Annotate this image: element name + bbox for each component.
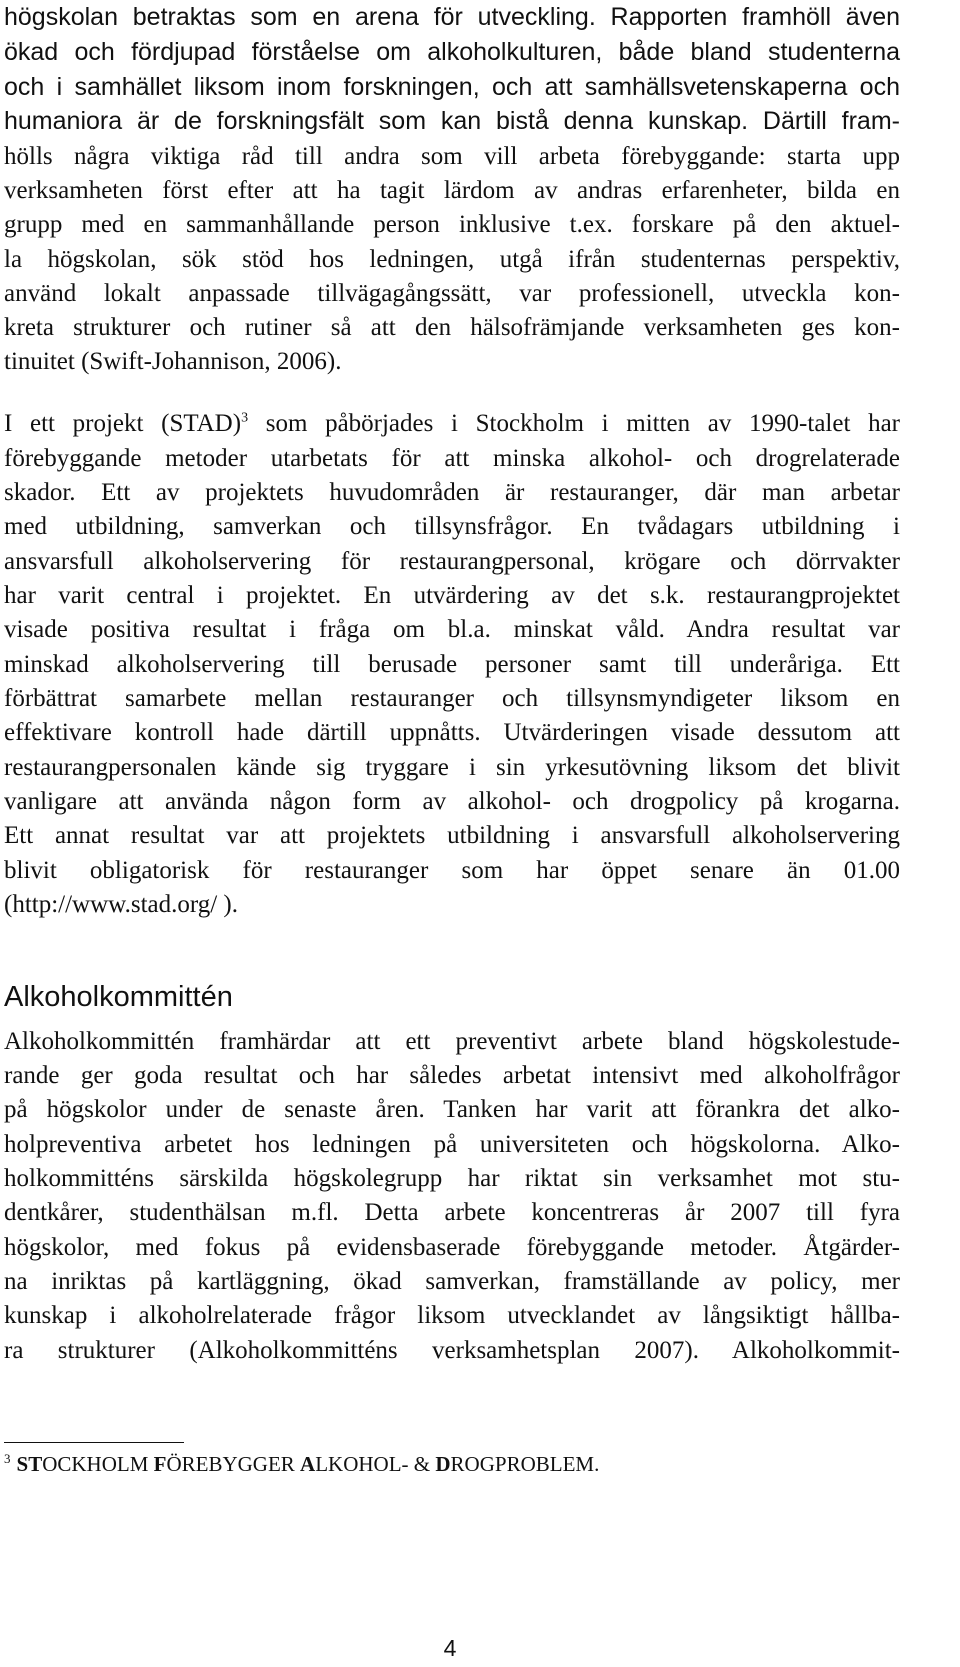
- text-line: la högskolan, sök stöd hos ledningen, utgå ifrån studenternas perspektiv,: [4, 246, 900, 273]
- section-heading: Alkoholkommittén: [4, 981, 233, 1013]
- footnote: [4, 1450, 599, 1478]
- footnote-initial: A: [300, 1452, 316, 1476]
- footnote-initial: T: [28, 1452, 43, 1476]
- footnote-initial: D: [435, 1452, 451, 1476]
- text-line: ansvarsfull alkoholservering för restaurangpersonal, krögare och dörrvakter: [4, 548, 900, 575]
- text-line: kunskap i alkoholrelaterade frågor liksom utvecklandet av långsiktigt hållba-: [4, 1302, 900, 1329]
- text-line: har varit central i projektet. En utvärdering av det s.k. restaurangprojektet: [4, 582, 900, 609]
- text-line: förbättrat samarbete mellan restauranger och tillsynsmyndigeter liksom en: [4, 685, 900, 712]
- text-line: vanligare att använda någon form av alkohol- och drogpolicy på krogarna.: [4, 788, 900, 815]
- text-line: grupp med en sammanhållande person inklusive t.ex. forskare på den aktuel-: [4, 211, 900, 238]
- text-line: Alkoholkommittén framhärdar att ett preventivt arbete bland högskolestude-: [4, 1028, 900, 1055]
- text-line: på högskolor under de senaste åren. Tanken har varit att förankra det alko-: [4, 1096, 900, 1123]
- text-line: förebyggande metoder utarbetats för att minska alkohol- och drogrelaterade: [4, 445, 900, 472]
- footnote-initial: F: [153, 1452, 167, 1476]
- text-segment: som påbörjades i Stockholm i mitten av 1990-talet har: [248, 410, 900, 437]
- text-line: Ett annat resultat var att projektets utbildning i ansvarsfull alkoholservering: [4, 822, 900, 849]
- text-line: na inriktas på kartläggning, ökad samverkan, framställande av policy, mer: [4, 1268, 900, 1295]
- footnote-text: LKOHOL- &: [315, 1452, 436, 1476]
- text-line: visade positiva resultat i fråga om bl.a. minskat våld. Andra resultat var: [4, 616, 900, 643]
- text-line: skador. Ett av projektets huvudområden är restauranger, där man arbetar: [4, 479, 900, 506]
- text-segment: I ett projekt (STAD): [4, 410, 242, 437]
- page-number: 4: [443, 1635, 457, 1661]
- text-line: kreta strukturer och rutiner så att den hälsofrämjande verksamheten ges kon-: [4, 314, 900, 341]
- footnote-text: ÖREBYGGER: [166, 1452, 301, 1476]
- footnote-initial: S: [16, 1452, 29, 1476]
- text-line: restaurangpersonalen kände sig tryggare i sin yrkesutövning liksom det blivit: [4, 754, 900, 781]
- text-line: blivit obligatorisk för restauranger som har öppet senare än 01.00: [4, 857, 900, 884]
- text-line: använd lokalt anpassade tillvägagångssätt, var professionell, utveckla kon-: [4, 280, 900, 307]
- text-line: minskad alkoholservering till berusade personer samt till underåriga. Ett: [4, 651, 900, 678]
- footnote-mark: 3: [4, 1451, 11, 1466]
- text-line: holpreventiva arbetet hos ledningen på universiteten och högskolorna. Alko-: [4, 1131, 900, 1158]
- footnote-text: OCKHOLM: [42, 1452, 154, 1476]
- text-line: verksamheten först efter att ha tagit lärdom av andras erfarenheter, bilda en: [4, 177, 900, 204]
- text-line: hölls några viktiga råd till andra som vill arbeta förebyggande: starta upp: [4, 143, 900, 170]
- text-line: effektivare kontroll hade därtill uppnåtts. Utvärderingen visade dessutom att: [4, 719, 900, 746]
- text-line: (http://www.stad.org/ ).: [4, 891, 239, 918]
- text-line: högskolor, med fokus på evidensbaserade förebyggande metoder. Åtgärder-: [4, 1234, 900, 1261]
- text-line: högskolan betraktas som en arena för utveckling. Rapporten framhöll även: [4, 3, 900, 31]
- text-line: ra strukturer (Alkoholkommitténs verksamhetsplan 2007). Alkoholkommit-: [4, 1337, 900, 1364]
- footnote-divider: [4, 1442, 184, 1443]
- text-line: humaniora är de forskningsfält som kan bistå denna kunskap. Därtill fram-: [4, 107, 900, 135]
- text-line: ökad och fördjupad förståelse om alkoholkulturen, både bland studenterna: [4, 38, 900, 66]
- footnote-text: ROGPROBLEM.: [450, 1452, 600, 1476]
- text-line: med utbildning, samverkan och tillsynsfrågor. En tvådagars utbildning i: [4, 513, 900, 540]
- text-line-with-footnote-ref: [4, 407, 900, 441]
- text-line: dentkårer, studenthälsan m.fl. Detta arbete koncentreras år 2007 till fyra: [4, 1199, 900, 1226]
- text-line: rande ger goda resultat och har således arbetat intensivt med alkoholfrågor: [4, 1062, 900, 1089]
- text-line: tinuitet (Swift-Johannison, 2006).: [4, 348, 342, 375]
- text-line: och i samhället liksom inom forskningen, och att samhällsvetenskaperna och: [4, 73, 900, 101]
- footnote-reference: 3: [241, 410, 249, 426]
- text-line: holkommitténs särskilda högskolegrupp har riktat sin verksamhet mot stu-: [4, 1165, 900, 1192]
